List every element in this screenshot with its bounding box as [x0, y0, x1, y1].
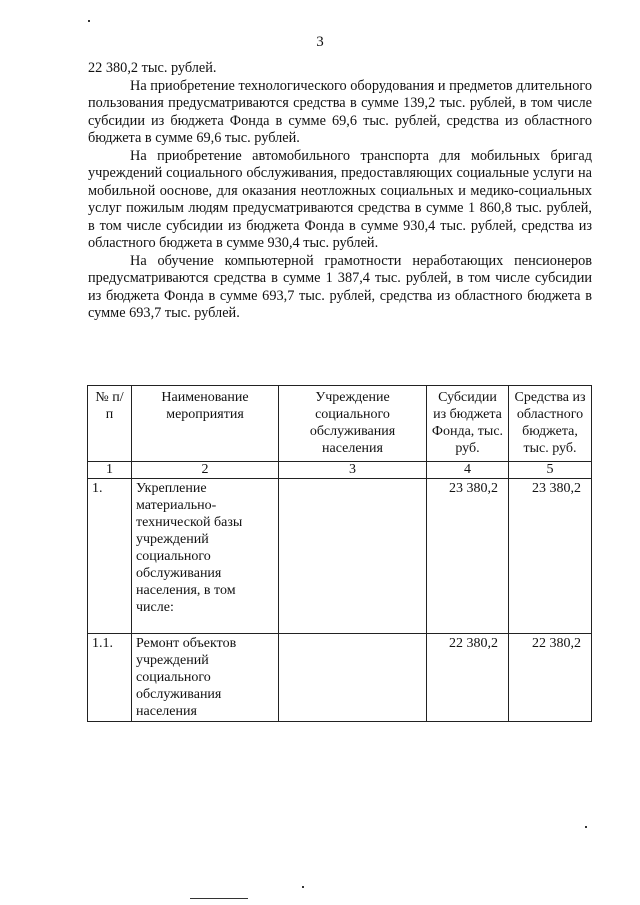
column-number: 4	[427, 462, 509, 479]
paragraph-computer-training: На обучение компьютерной грамотности неработающих пенсионеров предусматриваются средства в сумме 1 387,4 тыс. рублей, в том числе субсидии из бюджета Фонда в сумме 693,7 тыс. рублей, средства из областного бюджета в сумме 693,7 тыс. рублей.	[88, 252, 592, 321]
row-number: 1.	[88, 479, 132, 634]
footer-line	[190, 898, 248, 899]
row-name: Ремонт объектов учреждений социального обслуживания населения	[132, 634, 279, 722]
scan-speck	[585, 826, 587, 828]
paragraph-transport: На приобретение автомобильного транспорта для мобильных бригад учреждений социального обслуживания, предоставляющих социальные услуги на мобильной ооснове, для оказания неотложных социальных и медико-социальных услуг пожилым людям предусматриваются средства в сумме 1 860,8 тыс. рублей, в том числе субсидии из бюджета Фонда в сумме 930,4 тыс. рублей, средства из областного бюджета в сумме 930,4 тыс. рублей.	[88, 147, 592, 251]
row-regional-amount: 22 380,2	[509, 634, 592, 722]
row-name: Укрепление материально-технической базы учреждений социального обслуживания населения, в том числе:	[132, 479, 279, 634]
table-row	[88, 634, 592, 722]
column-number: 5	[509, 462, 592, 479]
header-number: № п/п	[88, 386, 132, 462]
header-name: Наименование мероприятия	[132, 386, 279, 462]
column-number: 2	[132, 462, 279, 479]
column-number: 1	[88, 462, 132, 479]
row-fund-amount: 22 380,2	[427, 634, 509, 722]
funding-table	[87, 385, 592, 722]
table-row	[88, 479, 592, 634]
page-number: 3	[316, 34, 324, 50]
paragraph-continuation: 22 380,2 тыс. рублей.	[88, 60, 217, 76]
row-fund-amount: 23 380,2	[427, 479, 509, 634]
scan-speck	[302, 886, 304, 888]
row-institution	[279, 479, 427, 634]
table-header-row	[88, 386, 592, 462]
scan-speck	[88, 20, 90, 22]
body-text	[88, 60, 592, 323]
row-number: 1.1.	[88, 634, 132, 722]
header-institution: Учреждение социального обслуживания населения	[279, 386, 427, 462]
column-number-row	[88, 462, 592, 479]
row-regional-amount: 23 380,2	[509, 479, 592, 634]
header-fund-subsidy: Субсидии из бюджета Фонда, тыс. руб.	[427, 386, 509, 462]
paragraph-equipment: На приобретение технологического оборудования и предметов длительного пользования предусматриваются средства в сумме 139,2 тыс. рублей, в том числе субсидии из бюджета Фонда в сумме 69,6 тыс. рублей, средства из областного бюджета в сумме 69,6 тыс. рублей.	[88, 77, 592, 146]
row-institution	[279, 634, 427, 722]
header-regional-budget: Средства из областного бюджета, тыс. руб.	[509, 386, 592, 462]
column-number: 3	[279, 462, 427, 479]
